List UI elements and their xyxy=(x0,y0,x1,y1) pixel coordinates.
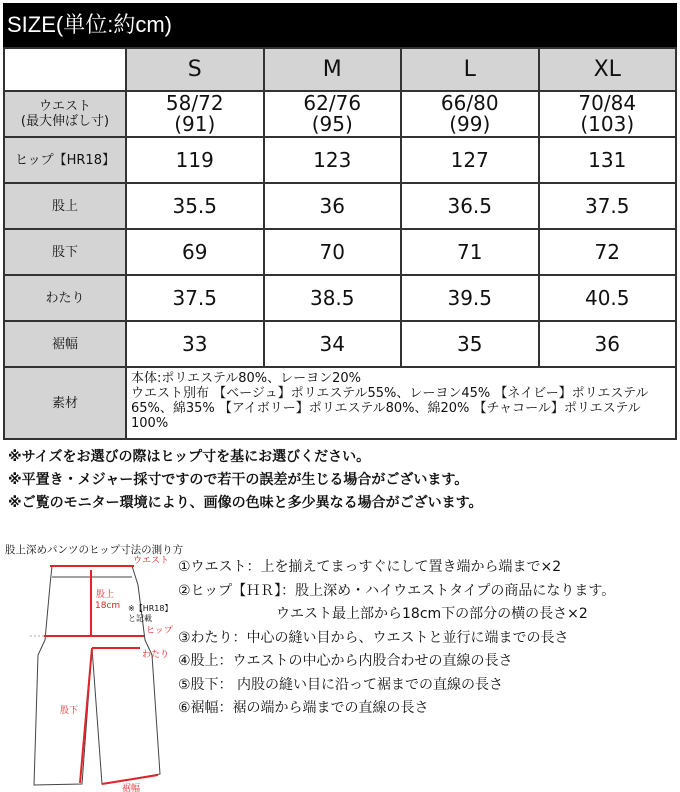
size-value-cell xyxy=(539,137,677,183)
size-header-xl: XL xyxy=(539,48,677,91)
row-label xyxy=(4,275,126,321)
label-inseam: 股下 xyxy=(60,706,79,716)
row-label xyxy=(4,229,126,275)
note: ※サイズをお選びの際はヒップ寸を基にお選びください。 xyxy=(8,449,371,465)
label-rise-cm: 18cm xyxy=(95,601,121,611)
table-row xyxy=(4,321,676,367)
size-value-cell xyxy=(539,275,677,321)
row-label xyxy=(4,183,126,229)
material-text xyxy=(126,367,676,439)
size-value: (95) xyxy=(311,112,353,136)
material-label: 素材 xyxy=(4,367,126,439)
size-value: 70/84 xyxy=(578,91,637,115)
size-value-cell xyxy=(401,321,539,367)
step: ④股上：ウエストの中心から内股合わせの直線の長さ xyxy=(178,653,513,669)
row-label xyxy=(4,91,126,137)
row-label-line: 股上 xyxy=(51,198,78,214)
size-header-m: M xyxy=(264,48,402,91)
label-thigh: わたり xyxy=(142,650,170,660)
size-value: 71 xyxy=(457,239,483,264)
size-value: 34 xyxy=(319,331,345,356)
label-hem: 裾幅 xyxy=(122,784,141,792)
table-row xyxy=(4,275,676,321)
size-value-cell xyxy=(539,91,677,137)
size-value: 37.5 xyxy=(584,193,630,218)
material-line: ウエスト別布 【ベージュ】ポリエステル55%、レーヨン45% 【ネイビー】ポリエステル xyxy=(131,386,649,401)
measurement-steps xyxy=(178,556,615,721)
size-header-l: L xyxy=(401,48,539,91)
size-value-cell xyxy=(539,229,677,275)
size-value-cell xyxy=(126,321,264,367)
material-line: 本体:ポリエステル80%、レーヨン20% xyxy=(131,371,361,386)
size-value: 36 xyxy=(594,331,620,356)
table-header-row xyxy=(4,48,676,91)
row-label-line: わたり xyxy=(45,290,85,306)
size-value: 72 xyxy=(594,239,620,264)
size-value-cell xyxy=(126,137,264,183)
size-value: 66/80 xyxy=(440,91,499,115)
step: ③わたり：中心の縫い目から、ウエストと並行に端までの長さ xyxy=(178,629,569,646)
row-label-line: (最大伸ばし寸) xyxy=(20,114,110,129)
chart-title: SIZE(単位:約cm) xyxy=(3,3,677,47)
size-value: 62/76 xyxy=(303,91,362,115)
table-row xyxy=(4,229,676,275)
table-row xyxy=(4,91,676,137)
size-value-cell xyxy=(401,229,539,275)
size-value-cell xyxy=(264,137,402,183)
material-line: 65%、綿35% 【アイボリー】ポリエステル80%、綿20% 【チャコール】ポリエステル xyxy=(131,401,641,416)
table-row xyxy=(4,137,676,183)
size-value: 69 xyxy=(182,239,208,264)
size-value: 36.5 xyxy=(447,193,493,218)
row-label xyxy=(4,321,126,367)
size-value: 119 xyxy=(175,147,214,172)
size-value: 35.5 xyxy=(172,193,218,218)
row-label-line: 股下 xyxy=(51,244,78,260)
note: ※ご覧のモニター環境により、画像の色味と多少異なる場合がございます。 xyxy=(8,495,483,511)
step: ⑥裾幅：裾の端から端までの直線の長さ xyxy=(178,700,429,716)
size-header-s: S xyxy=(126,48,264,91)
size-value-cell xyxy=(539,321,677,367)
size-value-cell xyxy=(401,91,539,137)
size-value: (91) xyxy=(174,112,216,136)
pants-diagram xyxy=(0,555,175,792)
step: ②ヒップ【ＨＲ】：股上深め・ハイウエストタイプの商品になります。 xyxy=(178,582,616,599)
size-value: 36 xyxy=(319,193,345,218)
howto-title: 股上深めパンツのヒップ寸法の測り方 xyxy=(5,544,184,556)
size-value-cell xyxy=(264,229,402,275)
step: ウエスト最上部から18cm下の部分の横の長さ×2 xyxy=(178,606,588,622)
size-value: 33 xyxy=(182,331,208,356)
size-value-cell xyxy=(264,91,402,137)
size-value-cell xyxy=(264,321,402,367)
hr-note: ※【HR18】と記載 xyxy=(128,604,173,623)
size-value: 123 xyxy=(313,147,352,172)
size-value: (99) xyxy=(449,112,491,136)
size-value-cell xyxy=(401,183,539,229)
label-waist: ウエスト xyxy=(133,556,170,566)
size-value: 70 xyxy=(319,239,345,264)
table-row xyxy=(4,183,676,229)
notes xyxy=(8,446,483,515)
label-rise: 股上 xyxy=(96,590,115,600)
size-value-cell xyxy=(401,137,539,183)
size-value: 40.5 xyxy=(584,285,630,310)
size-value: (103) xyxy=(580,112,635,136)
note: ※平置き・メジャー採寸ですので若干の誤差が生じる場合がございます。 xyxy=(8,472,469,488)
size-value: 39.5 xyxy=(447,285,493,310)
label-hip: ヒップ xyxy=(146,626,173,636)
empty-corner-cell xyxy=(4,48,126,91)
size-value-cell xyxy=(126,91,264,137)
material-row xyxy=(4,367,676,439)
row-label-line: ヒップ【HR18】 xyxy=(15,152,115,168)
row-label-line: ウエスト xyxy=(38,99,91,114)
size-value-cell xyxy=(264,183,402,229)
material-line: 100% xyxy=(131,416,169,431)
size-value-cell xyxy=(126,229,264,275)
size-value: 37.5 xyxy=(172,285,218,310)
row-label-line: 裾幅 xyxy=(51,336,78,352)
step: ①ウエスト：上を揃えてまっすぐにして置き端から端まで×2 xyxy=(178,559,562,575)
size-value-cell xyxy=(264,275,402,321)
size-table xyxy=(3,47,677,440)
size-value-cell xyxy=(401,275,539,321)
size-value: 35 xyxy=(457,331,483,356)
size-value-cell xyxy=(126,275,264,321)
size-value-cell xyxy=(126,183,264,229)
row-label xyxy=(4,137,126,183)
size-value: 58/72 xyxy=(165,91,224,115)
size-value: 38.5 xyxy=(309,285,355,310)
size-value-cell xyxy=(539,183,677,229)
size-value: 131 xyxy=(588,147,627,172)
step: ⑤股下： 内股の縫い目に沿って裾までの直線の長さ xyxy=(178,676,503,693)
size-value: 127 xyxy=(450,147,489,172)
